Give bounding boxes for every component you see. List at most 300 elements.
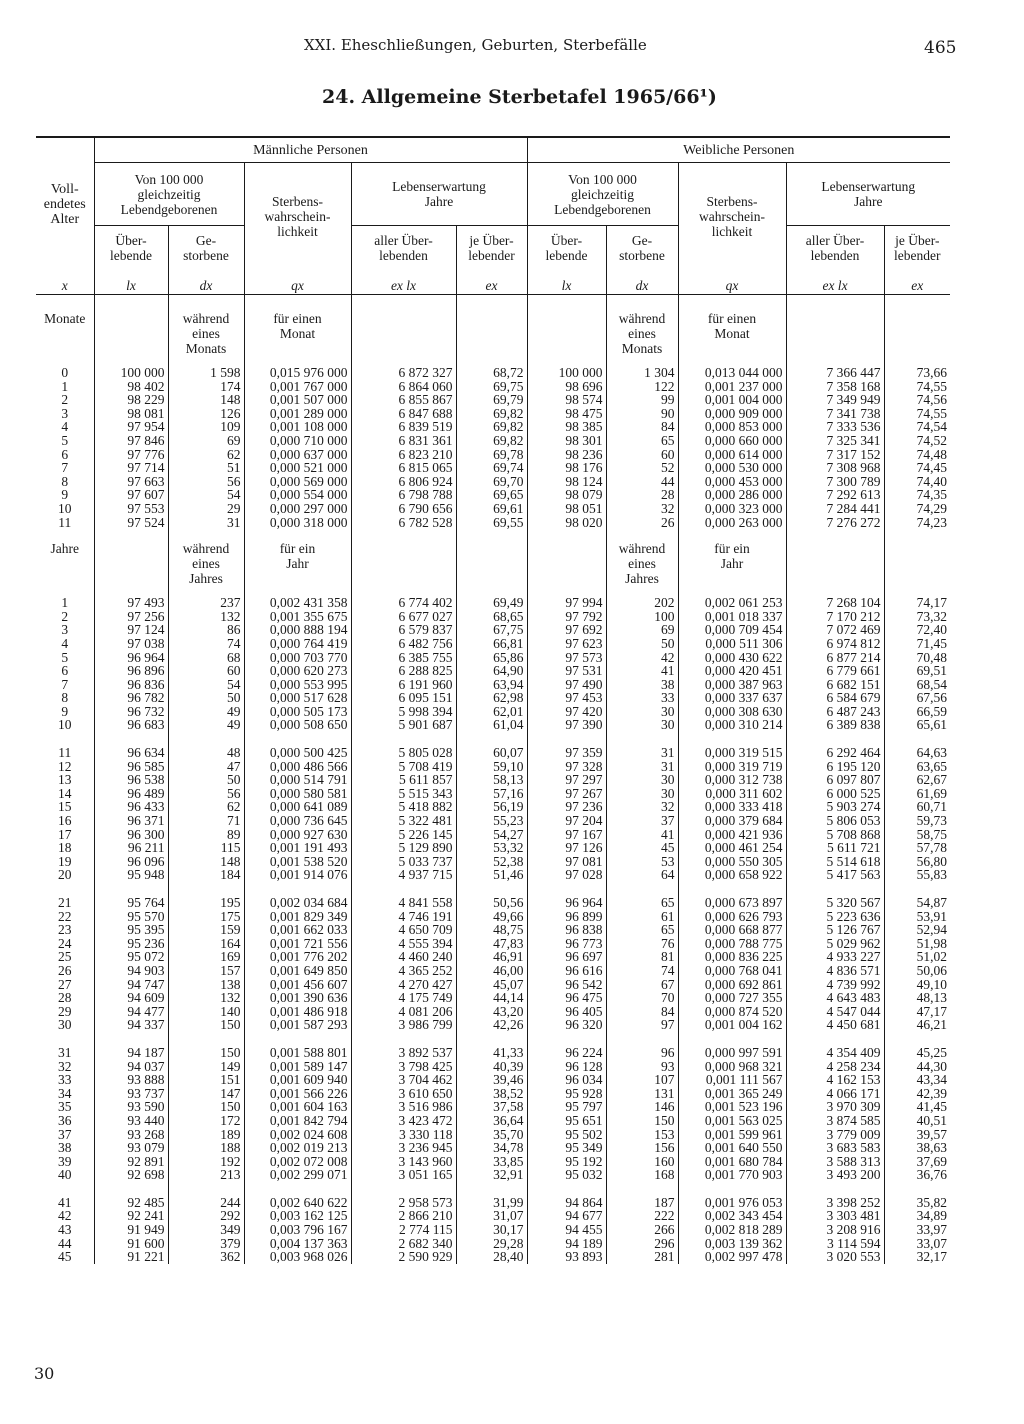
female-ex-cell: 74,29 <box>884 502 950 516</box>
table-row <box>36 461 950 475</box>
female-deaths-cell: 266 <box>606 1223 678 1237</box>
male-deaths-cell: 49 <box>168 718 244 732</box>
table-row <box>36 1046 950 1060</box>
table-row <box>36 950 950 964</box>
female-survivors-cell: 98 079 <box>527 488 606 502</box>
female-ex-cell: 63,65 <box>884 760 950 774</box>
female-exlx-cell: 7 325 341 <box>786 434 884 448</box>
table-row <box>36 718 950 732</box>
female-exlx-cell: 6 195 120 <box>786 760 884 774</box>
male-prob-cell: 0,000 703 770 <box>244 651 351 665</box>
male-ex-cell: 62,01 <box>456 705 527 719</box>
male-ex-cell: 60,07 <box>456 746 527 760</box>
age-cell: 4 <box>61 419 69 435</box>
female-prob-cell: 0,000 853 000 <box>678 420 786 434</box>
table-row <box>36 978 950 992</box>
male-survivors-cell: 96 300 <box>94 828 168 842</box>
female-ex-cell: 61,69 <box>884 787 950 801</box>
age-cell: 27 <box>58 976 72 992</box>
female-survivors-cell: 95 192 <box>527 1155 606 1169</box>
female-deaths-cell: 52 <box>606 461 678 475</box>
male-deaths-header: Ge- storbene <box>168 226 244 271</box>
running-head: XXI. Eheschließungen, Geburten, Sterbefälle <box>304 36 647 54</box>
female-prob-cell: 0,000 660 000 <box>678 434 786 448</box>
female-survivors-cell: 97 167 <box>527 828 606 842</box>
female-ex-cell: 37,69 <box>884 1155 950 1169</box>
age-cell: 5 <box>61 649 69 665</box>
page-number: 465 <box>924 38 957 58</box>
symbol-qx: qx <box>244 270 351 295</box>
male-prob-cell: 0,001 842 794 <box>244 1114 351 1128</box>
female-ex-cell: 32,17 <box>884 1250 950 1264</box>
age-cell: 41 <box>58 1194 72 1210</box>
male-survivors-cell: 94 903 <box>94 964 168 978</box>
female-deaths-cell: 65 <box>606 434 678 448</box>
age-cell: 1 <box>61 378 69 394</box>
female-prob-cell: 0,000 333 418 <box>678 800 786 814</box>
age-cell: 18 <box>58 840 72 856</box>
age-cell: 25 <box>58 949 72 965</box>
female-prob-cell: 0,001 237 000 <box>678 380 786 394</box>
male-ex-cell: 69,49 <box>456 596 527 610</box>
female-deaths-cell: 150 <box>606 1114 678 1128</box>
female-deaths-cell: 84 <box>606 1005 678 1019</box>
table-row <box>36 1141 950 1155</box>
female-exlx-cell: 3 303 481 <box>786 1209 884 1223</box>
male-ex-cell: 46,00 <box>456 964 527 978</box>
male-survivors-cell: 96 683 <box>94 718 168 732</box>
female-exlx-cell: 3 588 313 <box>786 1155 884 1169</box>
female-ex-cell: 33,07 <box>884 1237 950 1251</box>
male-survivors-cell: 97 493 <box>94 596 168 610</box>
female-exlx-cell: 5 514 618 <box>786 855 884 869</box>
female-exlx-cell: 3 398 252 <box>786 1196 884 1210</box>
table-row <box>36 923 950 937</box>
male-ex-cell: 28,40 <box>456 1250 527 1264</box>
male-prob-cell: 0,000 580 581 <box>244 787 351 801</box>
female-survivors-cell: 97 236 <box>527 800 606 814</box>
female-prob-cell: 0,001 523 196 <box>678 1100 786 1114</box>
female-deaths-cell: 61 <box>606 910 678 924</box>
male-deaths-cell: 192 <box>168 1155 244 1169</box>
table-row <box>36 407 950 421</box>
female-exlx-cell: 5 611 721 <box>786 841 884 855</box>
male-survivors-cell: 93 737 <box>94 1087 168 1101</box>
female-ex-cell: 62,67 <box>884 773 950 787</box>
male-survivors-cell: 95 072 <box>94 950 168 964</box>
age-cell: 30 <box>58 1017 72 1033</box>
male-survivors-cell: 96 489 <box>94 787 168 801</box>
male-exlx-cell: 3 051 165 <box>351 1168 456 1182</box>
male-deaths-cell: 150 <box>168 1100 244 1114</box>
male-ex-cell: 66,81 <box>456 637 527 651</box>
table-row <box>36 787 950 801</box>
female-prob-cell: 0,001 365 249 <box>678 1087 786 1101</box>
female-death-prob-header: Sterbens- wahrschein- lichkeit <box>678 163 786 271</box>
male-survivors-cell: 96 211 <box>94 841 168 855</box>
female-prob-cell: 0,002 061 253 <box>678 596 786 610</box>
symbol-dx: dx <box>606 270 678 295</box>
female-ex-cell: 65,61 <box>884 718 950 732</box>
female-ex-cell: 48,13 <box>884 991 950 1005</box>
table-row <box>36 1209 950 1223</box>
age-cell: 28 <box>58 990 72 1006</box>
male-exlx-cell: 6 855 867 <box>351 393 456 407</box>
male-exlx-cell: 6 823 210 <box>351 448 456 462</box>
table-row <box>36 814 950 828</box>
age-cell: 2 <box>61 392 69 408</box>
female-survivors-header: Über- lebende <box>527 226 606 271</box>
male-deaths-cell: 157 <box>168 964 244 978</box>
male-ex-cell: 43,20 <box>456 1005 527 1019</box>
female-prob-cell: 0,000 626 793 <box>678 910 786 924</box>
male-exlx-cell: 2 866 210 <box>351 1209 456 1223</box>
table-row <box>36 448 950 462</box>
male-survivors-cell: 97 124 <box>94 623 168 637</box>
male-prob-cell: 0,000 764 419 <box>244 637 351 651</box>
female-deaths-cell: 65 <box>606 923 678 937</box>
male-survivors-cell: 96 732 <box>94 705 168 719</box>
female-survivors-cell: 96 773 <box>527 937 606 951</box>
female-survivors-cell: 96 697 <box>527 950 606 964</box>
empty-cell <box>786 539 884 586</box>
male-ex-cell: 48,75 <box>456 923 527 937</box>
male-survivors-cell: 95 570 <box>94 910 168 924</box>
female-prob-cell: 0,000 420 451 <box>678 664 786 678</box>
female-prob-cell: 0,000 511 306 <box>678 637 786 651</box>
table-row <box>36 855 950 869</box>
male-prob-cell: 0,001 507 000 <box>244 393 351 407</box>
male-deaths-cell: 54 <box>168 678 244 692</box>
female-prob-cell: 0,002 997 478 <box>678 1250 786 1264</box>
female-prob-cell: 0,013 044 000 <box>678 366 786 380</box>
female-prob-cell: 0,000 263 000 <box>678 516 786 530</box>
male-deaths-cell: 174 <box>168 380 244 394</box>
female-prob-cell: 0,001 018 337 <box>678 610 786 624</box>
table-row <box>36 937 950 951</box>
male-deaths-cell: 47 <box>168 760 244 774</box>
female-survivors-cell: 100 000 <box>527 366 606 380</box>
female-prob-cell: 0,002 343 454 <box>678 1209 786 1223</box>
female-deaths-cell: 42 <box>606 651 678 665</box>
male-prob-cell: 0,015 976 000 <box>244 366 351 380</box>
male-deaths-cell: 51 <box>168 461 244 475</box>
female-survivors-cell: 97 623 <box>527 637 606 651</box>
spacer-row <box>36 1182 950 1196</box>
male-deaths-cell: 29 <box>168 502 244 516</box>
male-prob-cell: 0,001 662 033 <box>244 923 351 937</box>
female-ex-cell: 57,78 <box>884 841 950 855</box>
female-deaths-cell: 202 <box>606 596 678 610</box>
female-exlx-cell: 5 223 636 <box>786 910 884 924</box>
female-prob-cell: 0,000 312 738 <box>678 773 786 787</box>
table-row <box>36 1196 950 1210</box>
male-survivors-cell: 96 896 <box>94 664 168 678</box>
male-prob-cell: 0,001 721 556 <box>244 937 351 951</box>
age-cell: 5 <box>61 432 69 448</box>
male-deaths-cell: 147 <box>168 1087 244 1101</box>
female-per100k-header: Von 100 000 gleichzeitig Lebendgeborenen <box>527 163 678 226</box>
female-prob-cell: 0,000 319 719 <box>678 760 786 774</box>
age-cell: 10 <box>58 500 72 516</box>
table-row <box>36 637 950 651</box>
male-survivors-cell: 96 433 <box>94 800 168 814</box>
female-ex-cell: 51,02 <box>884 950 950 964</box>
deaths-period-label: während eines Monats <box>606 309 678 356</box>
female-deaths-cell: 160 <box>606 1155 678 1169</box>
age-cell: 38 <box>58 1140 72 1156</box>
age-cell: 16 <box>58 813 72 829</box>
table-row <box>36 800 950 814</box>
female-life-exp-header: Lebenserwartung Jahre <box>786 163 950 226</box>
male-survivors-cell: 96 634 <box>94 746 168 760</box>
male-exlx-cell: 3 330 118 <box>351 1128 456 1142</box>
male-exlx-cell: 3 610 650 <box>351 1087 456 1101</box>
female-survivors-cell: 98 176 <box>527 461 606 475</box>
empty-cell <box>786 309 884 356</box>
male-exlx-cell: 6 579 837 <box>351 623 456 637</box>
male-prob-cell: 0,000 637 000 <box>244 448 351 462</box>
female-exlx-cell: 7 292 613 <box>786 488 884 502</box>
male-ex-cell: 69,82 <box>456 407 527 421</box>
male-prob-cell: 0,001 767 000 <box>244 380 351 394</box>
male-ex-cell: 69,82 <box>456 434 527 448</box>
male-deaths-cell: 148 <box>168 855 244 869</box>
male-exlx-cell: 5 805 028 <box>351 746 456 760</box>
female-exlx-cell: 6 877 214 <box>786 651 884 665</box>
male-ex-cell: 44,14 <box>456 991 527 1005</box>
male-deaths-cell: 140 <box>168 1005 244 1019</box>
female-deaths-cell: 26 <box>606 516 678 530</box>
male-ex-cell: 55,23 <box>456 814 527 828</box>
female-exlx-cell: 5 708 868 <box>786 828 884 842</box>
male-deaths-cell: 151 <box>168 1073 244 1087</box>
female-survivors-cell: 97 081 <box>527 855 606 869</box>
female-deaths-cell: 131 <box>606 1087 678 1101</box>
female-exlx-cell: 4 162 153 <box>786 1073 884 1087</box>
table-row <box>36 516 950 530</box>
female-ex-cell: 47,17 <box>884 1005 950 1019</box>
male-ex-cell: 33,85 <box>456 1155 527 1169</box>
female-exlx-cell: 4 354 409 <box>786 1046 884 1060</box>
page-title: 24. Allgemeine Sterbetafel 1965/66¹) <box>322 86 717 108</box>
female-exlx-cell: 3 114 594 <box>786 1237 884 1251</box>
female-ex-cell: 74,23 <box>884 516 950 530</box>
female-ex-cell: 44,30 <box>884 1060 950 1074</box>
female-deaths-cell: 30 <box>606 705 678 719</box>
female-survivors-cell: 98 385 <box>527 420 606 434</box>
male-deaths-cell: 126 <box>168 407 244 421</box>
female-survivors-cell: 98 475 <box>527 407 606 421</box>
female-ex-cell: 55,83 <box>884 868 950 882</box>
male-deaths-cell: 62 <box>168 800 244 814</box>
female-all-survivors-header: aller Über- lebenden <box>786 226 884 271</box>
empty-cell <box>94 539 168 586</box>
female-ex-cell: 64,63 <box>884 746 950 760</box>
female-ex-cell: 58,75 <box>884 828 950 842</box>
male-deaths-cell: 169 <box>168 950 244 964</box>
female-ex-cell: 74,35 <box>884 488 950 502</box>
female-survivors-cell: 94 864 <box>527 1196 606 1210</box>
female-deaths-cell: 53 <box>606 855 678 869</box>
male-ex-cell: 45,07 <box>456 978 527 992</box>
male-prob-cell: 0,004 137 363 <box>244 1237 351 1251</box>
female-ex-cell: 50,06 <box>884 964 950 978</box>
male-ex-cell: 58,13 <box>456 773 527 787</box>
table-row <box>36 760 950 774</box>
female-survivors-cell: 98 051 <box>527 502 606 516</box>
female-prob-cell: 0,001 640 550 <box>678 1141 786 1155</box>
male-ex-cell: 31,07 <box>456 1209 527 1223</box>
female-survivors-cell: 95 032 <box>527 1168 606 1182</box>
female-deaths-cell: 33 <box>606 691 678 705</box>
female-survivors-cell: 97 994 <box>527 596 606 610</box>
male-exlx-cell: 6 806 924 <box>351 475 456 489</box>
male-survivors-cell: 96 964 <box>94 651 168 665</box>
female-survivors-cell: 98 124 <box>527 475 606 489</box>
spacer-row <box>36 295 950 310</box>
male-prob-cell: 0,000 710 000 <box>244 434 351 448</box>
female-prob-cell: 0,000 997 591 <box>678 1046 786 1060</box>
male-survivors-cell: 94 037 <box>94 1060 168 1074</box>
female-prob-cell: 0,000 550 305 <box>678 855 786 869</box>
male-survivors-cell: 97 776 <box>94 448 168 462</box>
female-survivors-cell: 97 359 <box>527 746 606 760</box>
table-row <box>36 1168 950 1182</box>
empty-cell <box>94 309 168 356</box>
male-survivors-cell: 96 371 <box>94 814 168 828</box>
table-row <box>36 596 950 610</box>
male-exlx-cell: 6 798 788 <box>351 488 456 502</box>
male-survivors-cell: 96 096 <box>94 855 168 869</box>
male-prob-cell: 0,001 390 636 <box>244 991 351 1005</box>
male-ex-cell: 42,26 <box>456 1018 527 1032</box>
age-cell: 32 <box>58 1058 72 1074</box>
female-ex-cell: 74,40 <box>884 475 950 489</box>
female-survivors-cell: 96 034 <box>527 1073 606 1087</box>
age-cell: 7 <box>61 460 69 476</box>
female-exlx-cell: 3 208 916 <box>786 1223 884 1237</box>
male-ex-cell: 69,70 <box>456 475 527 489</box>
age-cell: 22 <box>58 908 72 924</box>
female-deaths-cell: 67 <box>606 978 678 992</box>
female-exlx-cell: 6 097 807 <box>786 773 884 787</box>
male-life-exp-header: Lebenserwartung Jahre <box>351 163 527 226</box>
table-row <box>36 664 950 678</box>
male-exlx-cell: 4 081 206 <box>351 1005 456 1019</box>
male-survivors-cell: 97 663 <box>94 475 168 489</box>
male-survivors-cell: 92 891 <box>94 1155 168 1169</box>
age-cell: 8 <box>61 690 69 706</box>
female-exlx-cell: 6 000 525 <box>786 787 884 801</box>
age-cell: 6 <box>61 446 69 462</box>
female-prob-cell: 0,002 818 289 <box>678 1223 786 1237</box>
female-ex-cell: 45,25 <box>884 1046 950 1060</box>
female-deaths-cell: 99 <box>606 393 678 407</box>
table-row <box>36 488 950 502</box>
female-deaths-cell: 168 <box>606 1168 678 1182</box>
male-prob-cell: 0,002 640 622 <box>244 1196 351 1210</box>
female-prob-cell: 0,000 673 897 <box>678 896 786 910</box>
male-deaths-cell: 213 <box>168 1168 244 1182</box>
male-survivors-cell: 93 440 <box>94 1114 168 1128</box>
female-survivors-cell: 95 349 <box>527 1141 606 1155</box>
female-deaths-cell: 37 <box>606 814 678 828</box>
table-row <box>36 1237 950 1251</box>
male-deaths-cell: 62 <box>168 448 244 462</box>
female-deaths-cell: 38 <box>606 678 678 692</box>
male-prob-cell: 0,001 609 940 <box>244 1073 351 1087</box>
male-deaths-cell: 188 <box>168 1141 244 1155</box>
female-prob-cell: 0,000 709 454 <box>678 623 786 637</box>
male-exlx-cell: 2 682 340 <box>351 1237 456 1251</box>
female-survivors-cell: 96 838 <box>527 923 606 937</box>
male-survivors-cell: 93 268 <box>94 1128 168 1142</box>
male-survivors-cell: 94 747 <box>94 978 168 992</box>
female-prob-cell: 0,000 308 630 <box>678 705 786 719</box>
section-label: Monate <box>44 311 86 326</box>
male-prob-cell: 0,001 587 293 <box>244 1018 351 1032</box>
table-row <box>36 746 950 760</box>
age-cell: 31 <box>58 1044 72 1060</box>
male-survivors-cell: 95 236 <box>94 937 168 951</box>
female-survivors-cell: 93 893 <box>527 1250 606 1264</box>
female-ex-cell: 74,55 <box>884 380 950 394</box>
empty-cell <box>456 309 527 356</box>
female-deaths-cell: 107 <box>606 1073 678 1087</box>
female-exlx-cell: 6 974 812 <box>786 637 884 651</box>
female-exlx-cell: 4 547 044 <box>786 1005 884 1019</box>
female-exlx-cell: 5 903 274 <box>786 800 884 814</box>
male-exlx-cell: 6 782 528 <box>351 516 456 530</box>
age-cell: 39 <box>58 1153 72 1169</box>
empty-cell <box>351 309 456 356</box>
female-prob-cell: 0,000 379 684 <box>678 814 786 828</box>
female-deaths-cell: 1 304 <box>606 366 678 380</box>
male-deaths-cell: 150 <box>168 1046 244 1060</box>
age-cell: 15 <box>58 799 72 815</box>
female-prob-cell: 0,000 311 602 <box>678 787 786 801</box>
female-ex-cell: 66,59 <box>884 705 950 719</box>
male-death-prob-header: Sterbens- wahrschein- lichkeit <box>244 163 351 271</box>
female-ex-cell: 74,54 <box>884 420 950 434</box>
age-cell: 13 <box>58 772 72 788</box>
male-deaths-cell: 172 <box>168 1114 244 1128</box>
male-survivors-cell: 91 221 <box>94 1250 168 1264</box>
female-exlx-cell: 6 779 661 <box>786 664 884 678</box>
female-survivors-cell: 97 453 <box>527 691 606 705</box>
female-deaths-cell: 187 <box>606 1196 678 1210</box>
table-row <box>36 773 950 787</box>
female-deaths-cell: 100 <box>606 610 678 624</box>
female-exlx-cell: 6 682 151 <box>786 678 884 692</box>
table-row <box>36 1250 950 1264</box>
male-ex-cell: 65,86 <box>456 651 527 665</box>
male-survivors-cell: 97 846 <box>94 434 168 448</box>
female-prob-cell: 0,000 614 000 <box>678 448 786 462</box>
male-survivors-cell: 97 038 <box>94 637 168 651</box>
male-group-header: Männliche Personen <box>94 137 527 163</box>
male-survivors-cell: 96 538 <box>94 773 168 787</box>
male-exlx-cell: 6 385 755 <box>351 651 456 665</box>
male-prob-cell: 0,001 566 226 <box>244 1087 351 1101</box>
age-cell: 45 <box>58 1249 72 1265</box>
male-prob-cell: 0,000 505 173 <box>244 705 351 719</box>
spacer-row <box>36 529 950 539</box>
symbol-dx: dx <box>168 270 244 295</box>
male-prob-cell: 0,000 620 273 <box>244 664 351 678</box>
male-per-survivor-header: je Über- lebender <box>456 226 527 271</box>
